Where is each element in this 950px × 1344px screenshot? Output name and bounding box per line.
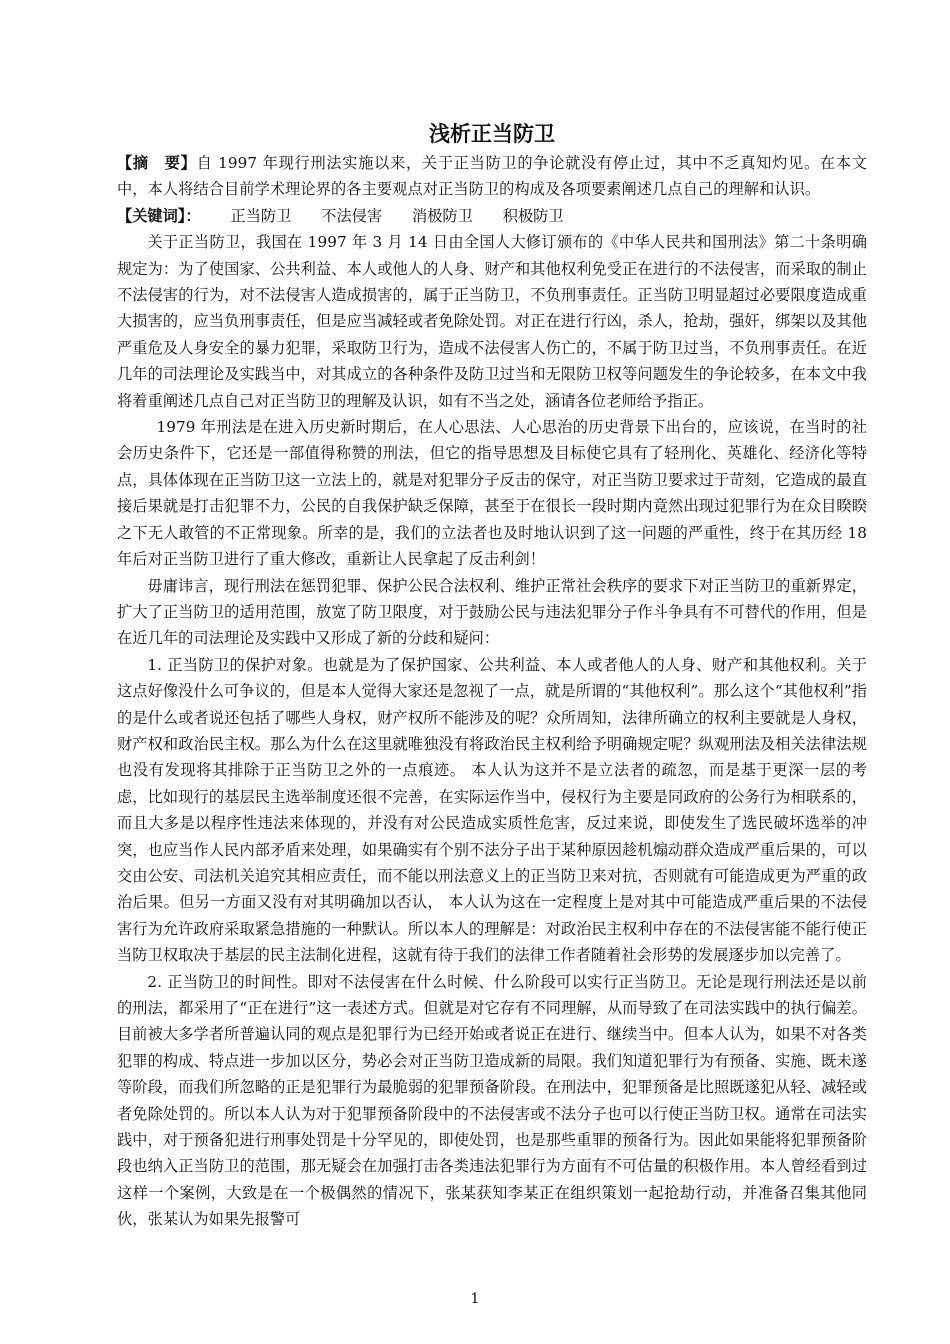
body-paragraph: 1. 正当防卫的保护对象。也就是为了保护国家、公共利益、本人或者他人的人身、财产和其他权利。关于这点好像没什么可争议的，但是本人觉得大家还是忽视了一点，就是所谓的“其他权利”。那么这个“其他权利”指的是什么或者说还包括了哪些人身权，财产权所不能涉及的呢？众所周知，法律所确立的权利主要就是人身权，财产权和政治民主权。那么为什么在这里就唯独没有将政治民主权利给予明确规定呢？纵观刑法及相关法律法规也没有发现将其排除于正当防卫之外的一点痕迹。 本人认为这并不是立法者的疏忽，而是基于更深一层的考虑，比如现行的基层民主选举制度还很不完善，在实际运作当中，侵权行为主要是同政府的公务行为相联系的，而且大多是以程序性违法来体现的，并没有对公民造成实质性危害，反过来说，即使发生了选民破坏选举的冲突，也应当作人民内部矛盾来处理，如果确实有个别不法分子出于某种原因趁机煽动群众造成严重后果的，可以交由公安、司法机关追究其相应责任，而不能以刑法意义上的正当防卫来对抗，否则就有可能造成更为严重的政治后果。但另一方面又没有对其明确加以否认， 本人认为这在一定程度上是对其中可能造成严重后果的不法侵害行为允许政府采取紧急措施的一种默认。所以本人的理解是：对政治民主权利中存在的不法侵害能不能行使正当防卫权取决于基层的民主法制化进程，这就有待于我们的法律工作者随着社会形势的发展逐步加以完善了。: [117, 655, 867, 965]
keyword-item: 不法侵害: [321, 206, 383, 225]
abstract: [117, 150, 867, 203]
body-paragraph: 2. 正当防卫的时间性。即对不法侵害在什么时候、什么阶段可以实行正当防卫。无论是现行刑法还是以前的刑法，都采用了“正在进行”这一表述方式。但就是对它存有不同理解，从而导致了在司法实践中的执行偏差。目前被大多学者所普遍认同的观点是犯罪行为已经开始或者说正在进行、继续当中。但本人认为，如果不对各类犯罪的构成、特点进一步加以区分，势必会对正当防卫造成新的局限。我们知道犯罪行为有预备、实施、既未遂等阶段，而我们所忽略的正是犯罪行为最脆弱的犯罪预备阶段。在刑法中，犯罪预备是比照既遂犯从轻、减轻或者免除处罚的。所以本人认为对于犯罪预备阶段中的不法侵害或不法分子也可以行使正当防卫权。通常在司法实践中，对于预备犯进行刑事处罚是十分罕见的，即使处罚，也是那些重罪的预备行为。因此如果能将犯罪预备阶段也纳入正当防卫的范围，那无疑会在加强打击各类违法犯罪行为方面有不可估量的积极作用。本人曾经看到过这样一个案例，大致是在一个极偶然的情况下，张某获知李某正在组织策划一起抢劫行动，并准备召集其他同伙，张某认为如果先报警可: [117, 972, 867, 1229]
abstract-label: 【摘 要】: [117, 154, 197, 172]
keyword-item: 消极防卫: [412, 206, 473, 225]
body-paragraph: 关于正当防卫，我国在 1997 年 3 月 14 日由全国人大修订颁布的《中华人民共和国刑法》第二十条明确规定为：为了使国家、公共利益、本人或他人的人身、财产和其他权利免受正在进行的不法侵害，而采取的制止不法侵害的行为，对不法侵害人造成损害的，属于正当防卫，不负刑事责任。正当防卫明显超过必要限度造成重大损害的，应当负刑事责任，但是应当减轻或者免除处罚。对正在进行行凶，杀人，抢劫，强奸，绑架以及其他严重危及人身安全的暴力犯罪，采取防卫行为，造成不法侵害人伤亡的，不属于防卫过当，不负刑事责任。在近几年的司法理论及实践当中，对其成立的各种条件及防卫过当和无限防卫权等问题发生的争论较多，在本文中我将着重阐述几点自己对正当防卫的理解及认识，如有不当之处，涵请各位老师给予指正。: [117, 233, 867, 410]
document-title: 浅析正当防卫: [429, 122, 555, 146]
body-paragraph: 毋庸讳言，现行刑法在惩罚犯罪、保护公民合法权利、维护正常社会秩序的要求下对正当防卫的重新界定，扩大了正当防卫的适用范围，放宽了防卫限度，对于鼓励公民与违法犯罪分子作斗争具有不可替代的作用，但是在近几年的司法理论及实践中又形成了新的分歧和疑问：: [117, 576, 867, 648]
page-number: 1: [470, 1291, 480, 1307]
keywords: [117, 203, 867, 229]
abstract-text: 自 1997 年现行刑法实施以来，关于正当防卫的争论就没有停止过，其中不乏真知灼见。在本文中，本人将结合目前学术理论界的各主要观点对正当防卫的构成及各项要素阐述几点自己的理解和认识。: [117, 154, 868, 199]
keyword-item: 积极防卫: [502, 206, 564, 225]
document-body: [117, 118, 867, 1233]
keywords-label: 【关键词】：: [117, 206, 201, 225]
keyword-item: 正当防卫: [230, 206, 292, 225]
body-paragraph: 1979 年刑法是在进入历史新时期后，在人心思法、人心思治的历史背景下出台的，应该说，在当时的社会历史条件下，它还是一部值得称赞的刑法，但它的指导思想及目标使它具有了轻刑化、英雄化、经济化等特点，具体体现在正当防卫这一立法上的，就是对犯罪分子反击的保守，对正当防卫要求过于苛刻，它造成的最直接后果就是打击犯罪不力，公民的自我保护缺乏保障，甚至于在很长一段时期内竟然出现过犯罪行为在众目睽睽之下无人敢管的不正常现象。所幸的是，我们的立法者也及时地认识到了这一问题的严重性，终于在其历经 18 年后对正当防卫进行了重大修改，重新让人民拿起了反击利剑！: [117, 418, 867, 569]
